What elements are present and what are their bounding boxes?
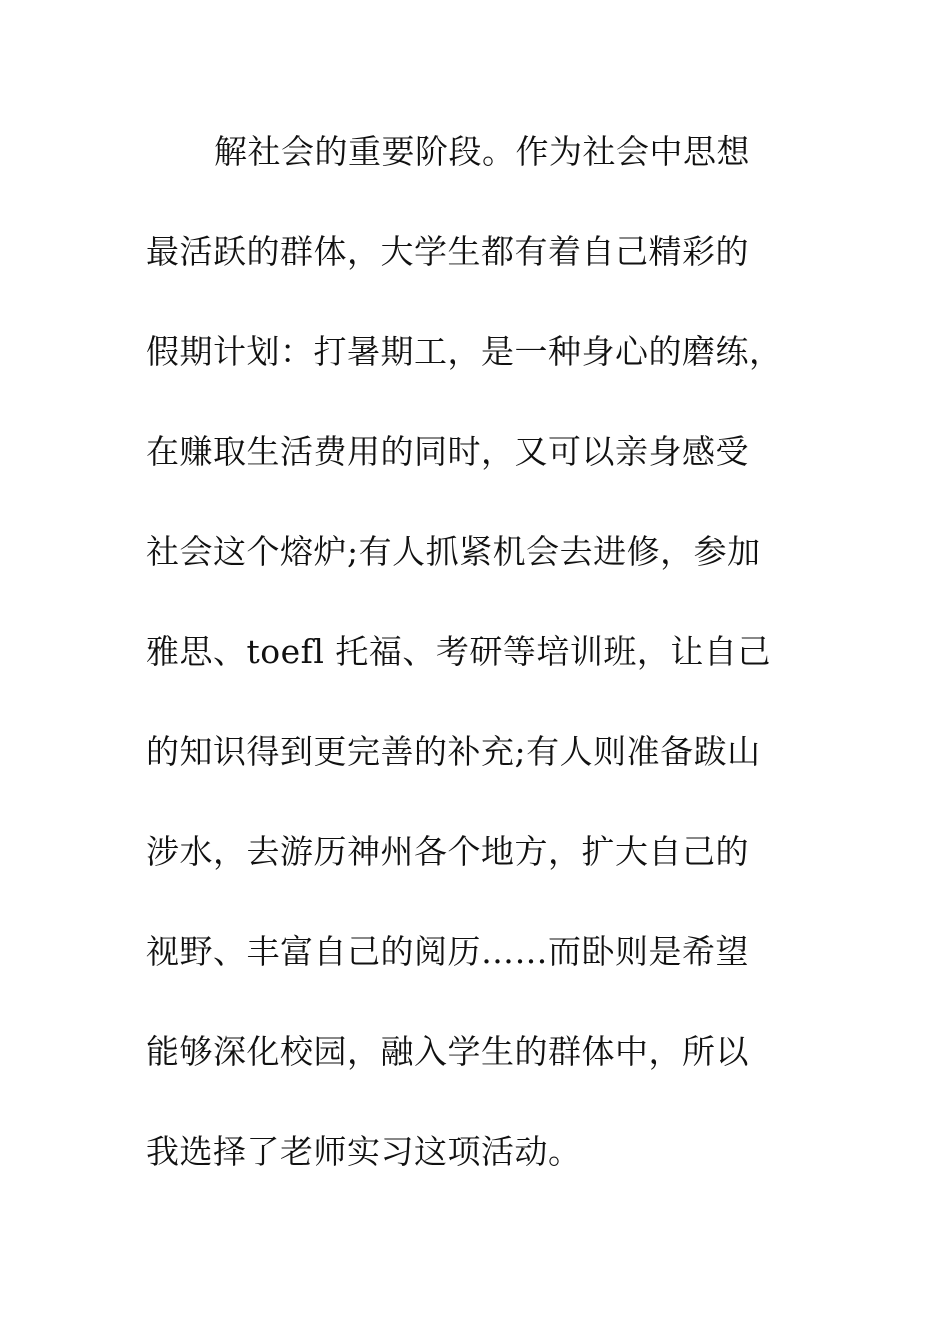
paragraph-line: 假期计划：打暑期工，是一种身心的磨练，	[146, 332, 783, 371]
paragraph-line: 雅思、toefl 托福、考研等培训班，让自己	[146, 632, 771, 671]
paragraph-line: 的知识得到更完善的补充;有人则准备跋山	[146, 732, 761, 771]
paragraph-line: 解社会的重要阶段。作为社会中思想	[214, 132, 750, 171]
paragraph-line: 涉水，去游历神州各个地方，扩大自己的	[146, 832, 749, 871]
paragraph-line: 在赚取生活费用的同时，又可以亲身感受	[146, 432, 749, 471]
paragraph-line: 视野、丰富自己的阅历……而卧则是希望	[146, 932, 749, 971]
paragraph-line: 能够深化校园，融入学生的群体中，所以	[146, 1032, 749, 1071]
paragraph-line: 社会这个熔炉;有人抓紧机会去进修，参加	[146, 532, 761, 571]
paragraph-line: 最活跃的群体，大学生都有着自己精彩的	[146, 232, 749, 271]
paragraph-line: 我选择了老师实习这项活动。	[146, 1132, 582, 1171]
